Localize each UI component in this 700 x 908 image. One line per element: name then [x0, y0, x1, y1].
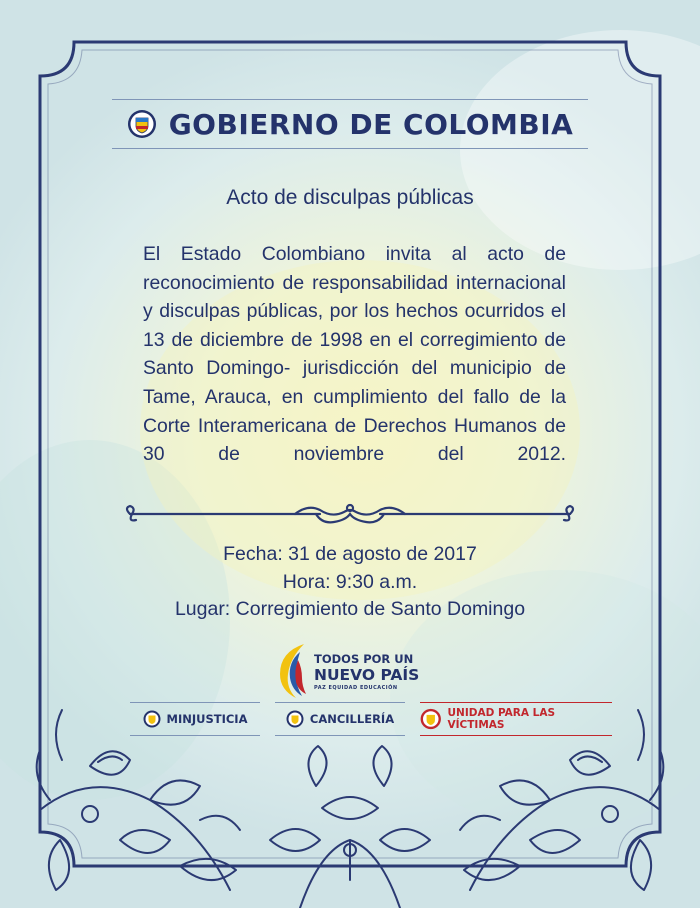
todos-por-un-nuevo-pais-logo	[274, 642, 424, 700]
cancilleria-logo	[275, 702, 405, 736]
campaign-line2: NUEVO PAÍS	[314, 665, 420, 684]
invitation-text: El Estado Colombiano invita al acto de reconocimiento de responsabilidad internacional y disculpas públicas, por los hechos ocurridos el 13 de diciembre de 1998 en el corregimiento de Santo Domingo- jurisdicción del municipio de Tame, Arauca, en cumplimiento del fallo de la Corte Interamericana de Derechos Humanos de 30 de noviembre del 2012.	[143, 243, 566, 466]
minjusticia-label: MINJUSTICIA	[166, 712, 248, 726]
header-top-rule	[112, 99, 588, 100]
campaign-swoosh-icon	[274, 642, 314, 700]
campaign-tagline: PAZ EQUIDAD EDUCACIÓN	[314, 685, 398, 691]
minjusticia-bottom-rule	[130, 735, 260, 736]
minjusticia-top-rule	[130, 702, 260, 703]
event-time: Hora: 9:30 a.m.	[282, 570, 418, 593]
colombia-coat-of-arms-icon	[127, 109, 157, 139]
victimas-bottom-rule	[420, 735, 612, 736]
event-date: Fecha: 31 de agosto de 2017	[223, 543, 477, 565]
header-bottom-rule	[112, 148, 588, 149]
unidad-victimas-logo	[420, 702, 612, 736]
cancilleria-top-rule	[275, 702, 405, 703]
victimas-top-rule	[420, 702, 612, 703]
flourish-divider	[120, 500, 580, 532]
minjusticia-seal-icon	[143, 710, 161, 728]
cancilleria-bottom-rule	[275, 735, 405, 736]
cancilleria-label: CANCILLERÍA	[309, 712, 395, 726]
campaign-line1: TODOS POR UN	[314, 652, 414, 666]
cancilleria-seal-icon	[286, 710, 304, 728]
campaign-text	[314, 654, 419, 691]
event-place: Lugar: Corregimiento de Santo Domingo	[174, 598, 526, 620]
victimas-seal-icon	[420, 708, 442, 730]
victimas-label: UNIDAD PARA LAS VÍCTIMAS	[447, 707, 556, 731]
event-details	[100, 541, 600, 624]
government-header	[112, 104, 588, 144]
minjusticia-logo	[130, 702, 260, 736]
government-title: GOBIERNO DE COLOMBIA	[168, 107, 574, 141]
event-title: Acto de disculpas públicas	[226, 186, 474, 209]
